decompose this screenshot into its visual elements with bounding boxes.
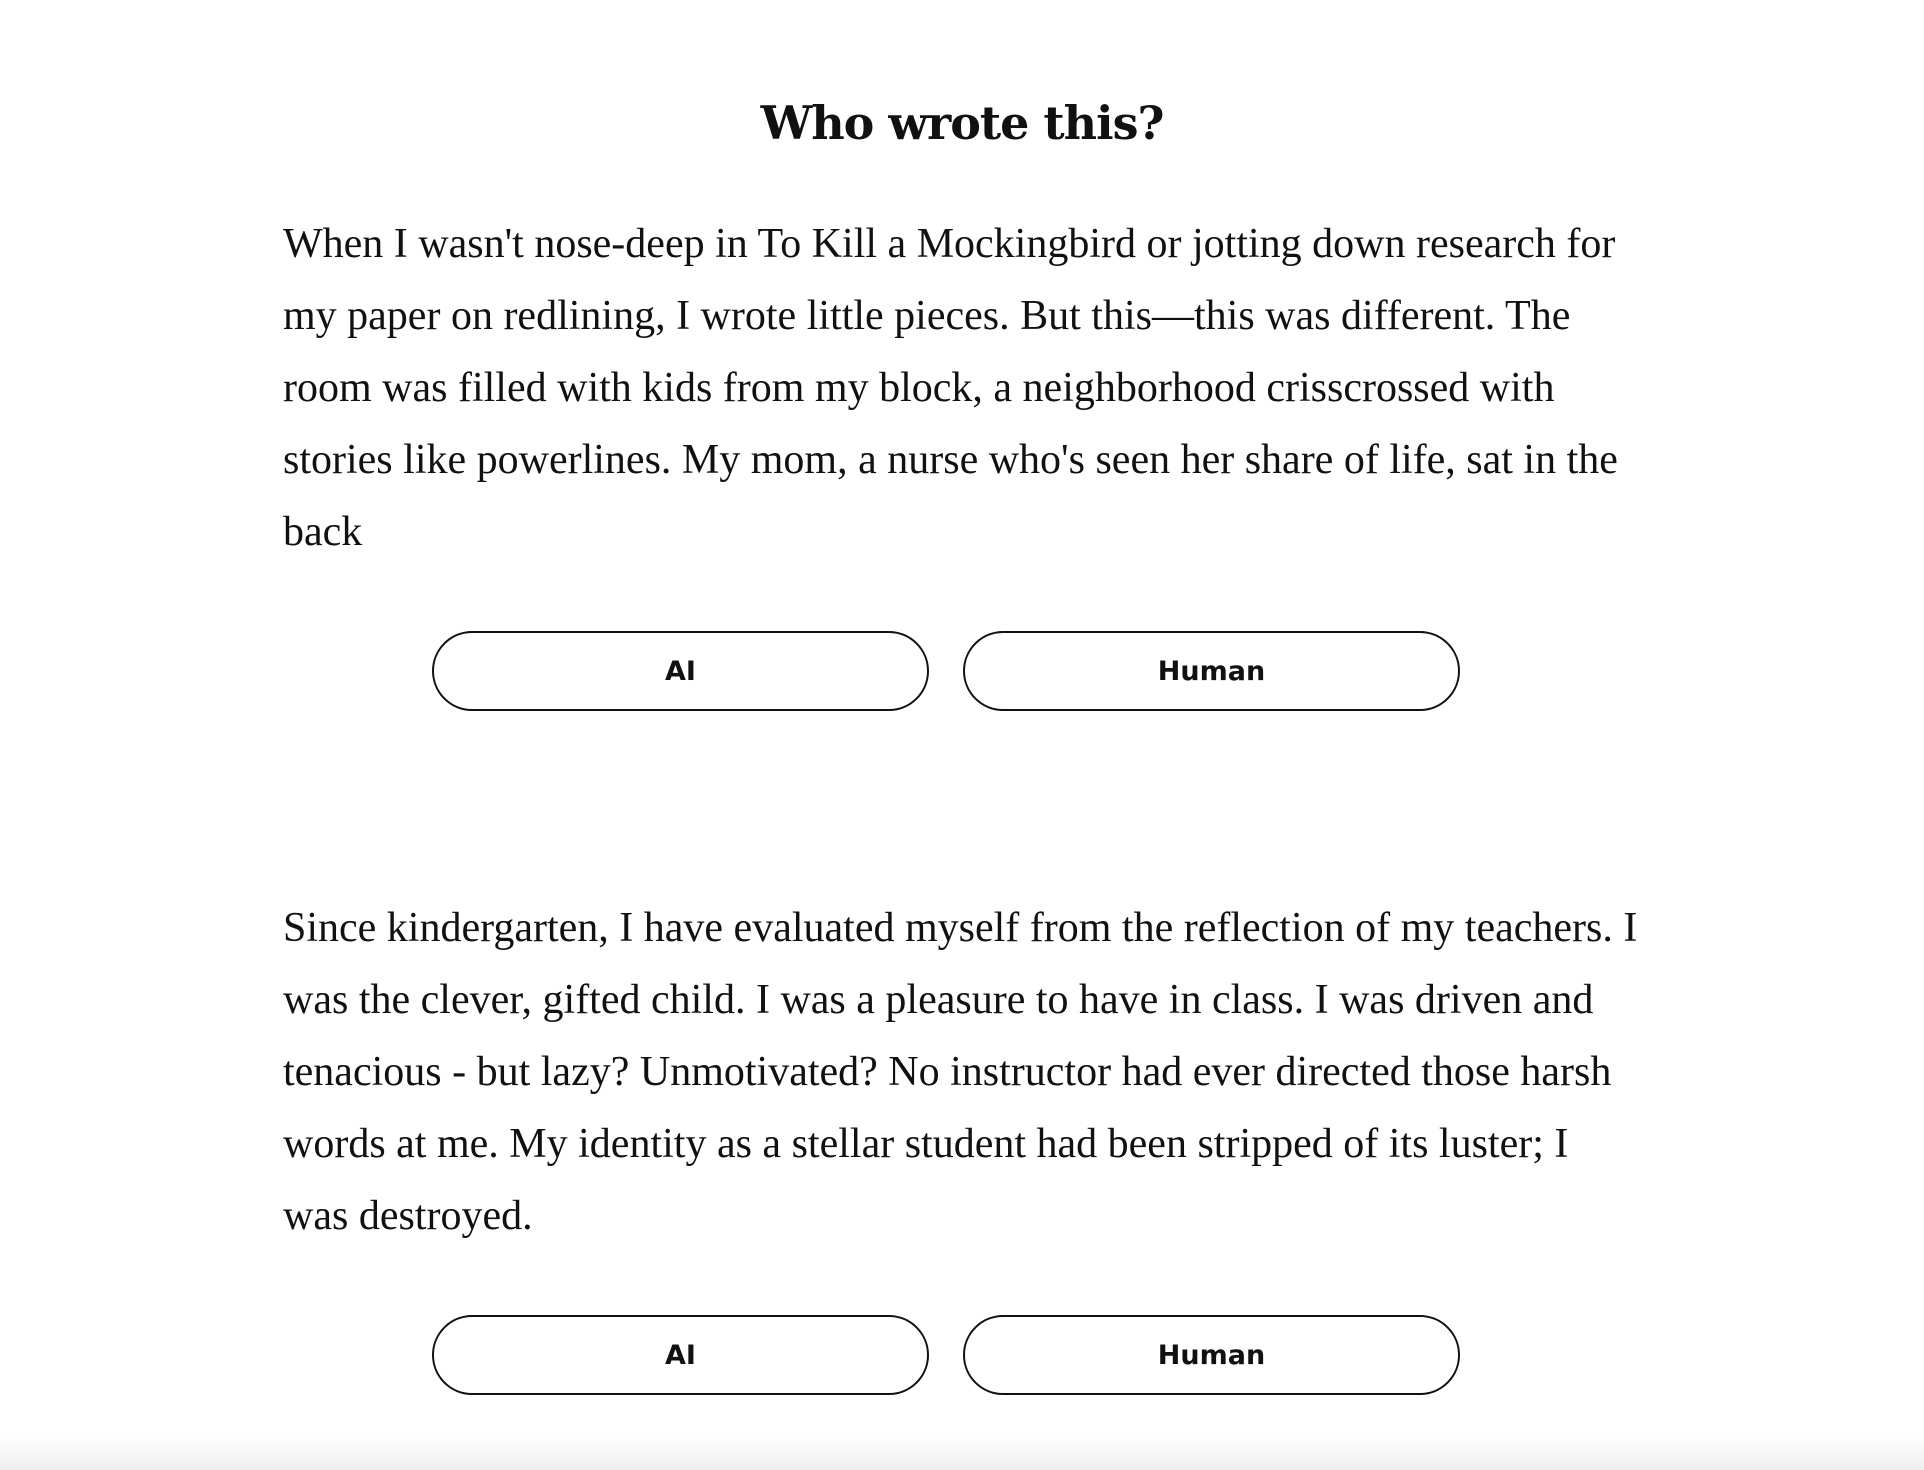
passage-text-1: When I wasn't nose-deep in To Kill a Mockingbird or jotting down research for my paper on redlining, I wrote little pieces. But this—this was different. The room was filled with kids from my block, a neighborhood crisscrossed with stories like powerlines. My mom, a nurse who's seen her share of life, sat in the back: [283, 221, 1618, 555]
answer-choices-2: [432, 1315, 1462, 1399]
answer-choices-1: [432, 631, 1462, 715]
passage-text-2: Since kindergarten, I have evaluated myself from the reflection of my teachers. I was the clever, gifted child. I was a pleasure to have in class. I was driven and tenacious - but lazy? Unmotivated? No instructor had ever directed those harsh words at me. My identity as a stellar student had been stripped of its luster; I was destroyed.: [283, 905, 1638, 1239]
human-button-2[interactable]: Human: [963, 1315, 1460, 1395]
ai-button-2[interactable]: AI: [432, 1315, 929, 1395]
human-button-1[interactable]: Human: [963, 631, 1460, 711]
ai-button-1[interactable]: AI: [432, 631, 929, 711]
page-title: Who wrote this?: [760, 96, 1164, 150]
bottom-fade: [0, 1436, 1924, 1470]
